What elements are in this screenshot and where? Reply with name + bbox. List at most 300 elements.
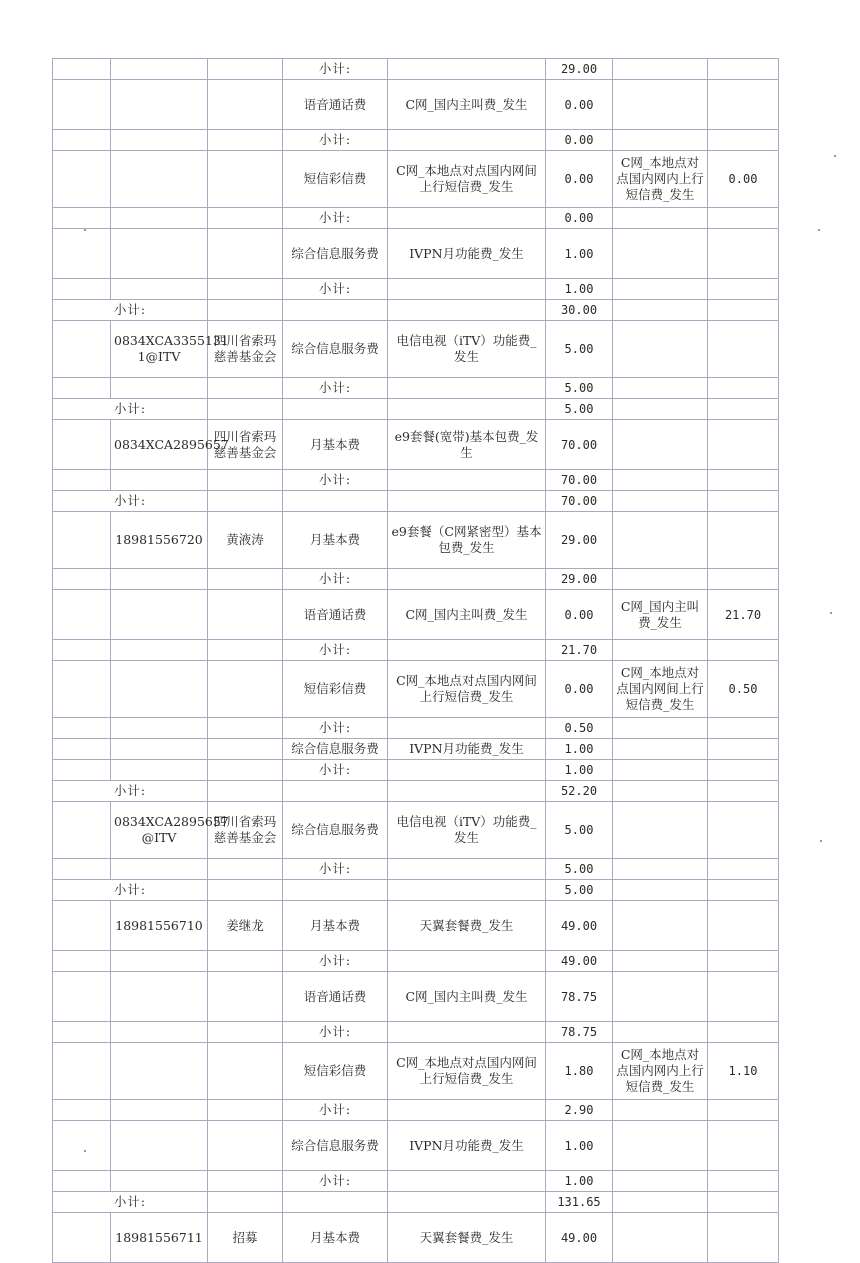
table-row bbox=[53, 321, 779, 378]
amount-cell: 0.00 bbox=[546, 80, 613, 130]
detail-item-cell bbox=[613, 300, 708, 321]
name-cell bbox=[208, 880, 283, 901]
detail-amount-cell bbox=[708, 59, 779, 80]
amount-cell: 2.90 bbox=[546, 1100, 613, 1121]
amount-cell: 1.00 bbox=[546, 1121, 613, 1171]
detail-item-cell bbox=[613, 208, 708, 229]
subtotal-label-cell: 小计: bbox=[283, 1100, 388, 1121]
billing-detail-table bbox=[52, 58, 779, 1263]
blank-cell bbox=[53, 1022, 111, 1043]
fee-type-cell: 短信彩信费 bbox=[283, 1043, 388, 1100]
blank-cell bbox=[53, 760, 111, 781]
table-row bbox=[53, 130, 779, 151]
blank-cell bbox=[53, 321, 111, 378]
table-row bbox=[53, 229, 779, 279]
name-cell bbox=[208, 1022, 283, 1043]
detail-amount-cell bbox=[708, 718, 779, 739]
item-cell: 电信电视（iTV）功能费_发生 bbox=[388, 802, 546, 859]
item-cell bbox=[388, 208, 546, 229]
blank-cell bbox=[53, 972, 111, 1022]
amount-cell: 29.00 bbox=[546, 59, 613, 80]
detail-amount-cell bbox=[708, 901, 779, 951]
fee-type-cell: 语音通话费 bbox=[283, 972, 388, 1022]
detail-item-cell bbox=[613, 972, 708, 1022]
item-cell bbox=[388, 1192, 546, 1213]
name-cell: 招募 bbox=[208, 1213, 283, 1263]
subtotal-label-cell: 小计: bbox=[53, 300, 208, 321]
table-row bbox=[53, 279, 779, 300]
table-row bbox=[53, 1022, 779, 1043]
amount-cell: 5.00 bbox=[546, 880, 613, 901]
detail-amount-cell bbox=[708, 229, 779, 279]
subtotal-label-cell: 小计: bbox=[283, 569, 388, 590]
item-cell bbox=[388, 470, 546, 491]
item-cell: C网_国内主叫费_发生 bbox=[388, 590, 546, 640]
table-row bbox=[53, 590, 779, 640]
item-cell: C网_本地点对点国内网间上行短信费_发生 bbox=[388, 151, 546, 208]
detail-item-cell bbox=[613, 470, 708, 491]
account-cell bbox=[111, 640, 208, 661]
amount-cell: 5.00 bbox=[546, 378, 613, 399]
blank-cell bbox=[53, 1121, 111, 1171]
detail-amount-cell: 0.50 bbox=[708, 661, 779, 718]
blank-cell bbox=[53, 470, 111, 491]
detail-item-cell bbox=[613, 491, 708, 512]
blank-cell bbox=[53, 802, 111, 859]
blank-cell bbox=[53, 661, 111, 718]
item-cell: IVPN月功能费_发生 bbox=[388, 229, 546, 279]
fee-type-cell: 语音通话费 bbox=[283, 590, 388, 640]
blank-cell bbox=[53, 59, 111, 80]
detail-amount-cell bbox=[708, 420, 779, 470]
detail-amount-cell bbox=[708, 1100, 779, 1121]
detail-item-cell bbox=[613, 399, 708, 420]
item-cell bbox=[388, 399, 546, 420]
table-row bbox=[53, 972, 779, 1022]
name-cell bbox=[208, 718, 283, 739]
table-row bbox=[53, 802, 779, 859]
detail-amount-cell bbox=[708, 569, 779, 590]
table-row bbox=[53, 859, 779, 880]
item-cell bbox=[388, 718, 546, 739]
name-cell bbox=[208, 279, 283, 300]
amount-cell: 0.00 bbox=[546, 590, 613, 640]
detail-amount-cell bbox=[708, 972, 779, 1022]
name-cell: 四川省索玛慈善基金会 bbox=[208, 802, 283, 859]
amount-cell: 5.00 bbox=[546, 399, 613, 420]
name-cell bbox=[208, 151, 283, 208]
blank-cell bbox=[53, 901, 111, 951]
detail-amount-cell bbox=[708, 279, 779, 300]
amount-cell: 29.00 bbox=[546, 512, 613, 569]
detail-item-cell bbox=[613, 130, 708, 151]
detail-item-cell bbox=[613, 512, 708, 569]
table-row bbox=[53, 1213, 779, 1263]
name-cell bbox=[208, 1171, 283, 1192]
blank-cell bbox=[53, 951, 111, 972]
amount-cell: 1.00 bbox=[546, 1171, 613, 1192]
amount-cell: 30.00 bbox=[546, 300, 613, 321]
item-cell bbox=[388, 1171, 546, 1192]
account-cell bbox=[111, 972, 208, 1022]
detail-item-cell: C网_国内主叫费_发生 bbox=[613, 590, 708, 640]
account-cell: 18981556720 bbox=[111, 512, 208, 569]
detail-item-cell bbox=[613, 859, 708, 880]
amount-cell: 1.00 bbox=[546, 229, 613, 279]
table-row bbox=[53, 781, 779, 802]
account-cell: 0834XCA2895657 @ITV bbox=[111, 802, 208, 859]
amount-cell: 0.00 bbox=[546, 661, 613, 718]
detail-amount-cell bbox=[708, 399, 779, 420]
blank-cell bbox=[53, 208, 111, 229]
item-cell: IVPN月功能费_发生 bbox=[388, 739, 546, 760]
detail-item-cell bbox=[613, 279, 708, 300]
table-row bbox=[53, 661, 779, 718]
table-row bbox=[53, 420, 779, 470]
blank-cell bbox=[53, 420, 111, 470]
name-cell bbox=[208, 470, 283, 491]
name-cell bbox=[208, 130, 283, 151]
account-cell bbox=[111, 590, 208, 640]
subtotal-label-cell: 小计: bbox=[283, 640, 388, 661]
account-cell bbox=[111, 1100, 208, 1121]
account-cell bbox=[111, 760, 208, 781]
amount-cell: 70.00 bbox=[546, 491, 613, 512]
name-cell bbox=[208, 951, 283, 972]
detail-amount-cell bbox=[708, 640, 779, 661]
table-row bbox=[53, 470, 779, 491]
blank-cell bbox=[53, 590, 111, 640]
name-cell bbox=[208, 80, 283, 130]
item-cell bbox=[388, 640, 546, 661]
account-cell bbox=[111, 1043, 208, 1100]
amount-cell: 78.75 bbox=[546, 1022, 613, 1043]
detail-amount-cell bbox=[708, 1121, 779, 1171]
amount-cell: 49.00 bbox=[546, 901, 613, 951]
subtotal-label-cell: 小计: bbox=[283, 859, 388, 880]
fee-type-cell bbox=[283, 781, 388, 802]
detail-item-cell: C网_本地点对点国内网间上行短信费_发生 bbox=[613, 661, 708, 718]
detail-item-cell bbox=[613, 640, 708, 661]
item-cell bbox=[388, 378, 546, 399]
table-row bbox=[53, 1192, 779, 1213]
subtotal-label-cell: 小计: bbox=[283, 378, 388, 399]
blank-cell bbox=[53, 718, 111, 739]
table-row bbox=[53, 80, 779, 130]
amount-cell: 5.00 bbox=[546, 321, 613, 378]
amount-cell: 0.00 bbox=[546, 130, 613, 151]
detail-amount-cell bbox=[708, 1022, 779, 1043]
amount-cell: 1.00 bbox=[546, 760, 613, 781]
detail-amount-cell bbox=[708, 512, 779, 569]
account-cell bbox=[111, 859, 208, 880]
table-row bbox=[53, 1100, 779, 1121]
name-cell bbox=[208, 491, 283, 512]
item-cell: 天翼套餐费_发生 bbox=[388, 1213, 546, 1263]
name-cell bbox=[208, 1100, 283, 1121]
fee-type-cell: 月基本费 bbox=[283, 901, 388, 951]
account-cell bbox=[111, 1121, 208, 1171]
fee-type-cell: 语音通话费 bbox=[283, 80, 388, 130]
detail-amount-cell bbox=[708, 1171, 779, 1192]
table-row bbox=[53, 880, 779, 901]
subtotal-label-cell: 小计: bbox=[283, 760, 388, 781]
detail-item-cell bbox=[613, 59, 708, 80]
subtotal-label-cell: 小计: bbox=[283, 718, 388, 739]
detail-amount-cell bbox=[708, 781, 779, 802]
account-cell bbox=[111, 279, 208, 300]
scan-speck bbox=[830, 612, 832, 614]
account-cell bbox=[111, 151, 208, 208]
table-row bbox=[53, 399, 779, 420]
name-cell: 四川省索玛慈善基金会 bbox=[208, 321, 283, 378]
table-row bbox=[53, 512, 779, 569]
name-cell: 姜继龙 bbox=[208, 901, 283, 951]
account-cell: 0834XCA2895657 bbox=[111, 420, 208, 470]
amount-cell: 52.20 bbox=[546, 781, 613, 802]
detail-item-cell bbox=[613, 569, 708, 590]
table-row bbox=[53, 300, 779, 321]
item-cell bbox=[388, 951, 546, 972]
account-cell bbox=[111, 569, 208, 590]
item-cell bbox=[388, 1100, 546, 1121]
detail-item-cell: C网_本地点对点国内网内上行短信费_发生 bbox=[613, 1043, 708, 1100]
subtotal-label-cell: 小计: bbox=[283, 1171, 388, 1192]
subtotal-label-cell: 小计: bbox=[283, 470, 388, 491]
name-cell bbox=[208, 760, 283, 781]
detail-item-cell bbox=[613, 1213, 708, 1263]
account-cell bbox=[111, 1171, 208, 1192]
scan-speck bbox=[834, 155, 836, 157]
detail-amount-cell: 1.10 bbox=[708, 1043, 779, 1100]
fee-type-cell: 月基本费 bbox=[283, 420, 388, 470]
detail-item-cell bbox=[613, 781, 708, 802]
detail-item-cell bbox=[613, 901, 708, 951]
detail-amount-cell bbox=[708, 880, 779, 901]
name-cell bbox=[208, 781, 283, 802]
item-cell bbox=[388, 279, 546, 300]
item-cell bbox=[388, 760, 546, 781]
subtotal-label-cell: 小计: bbox=[283, 59, 388, 80]
item-cell: e9套餐（C网紧密型）基本包费_发生 bbox=[388, 512, 546, 569]
blank-cell bbox=[53, 569, 111, 590]
account-cell bbox=[111, 661, 208, 718]
blank-cell bbox=[53, 859, 111, 880]
subtotal-label-cell: 小计: bbox=[283, 279, 388, 300]
detail-amount-cell bbox=[708, 378, 779, 399]
item-cell bbox=[388, 491, 546, 512]
subtotal-label-cell: 小计: bbox=[283, 130, 388, 151]
blank-cell bbox=[53, 151, 111, 208]
table-row bbox=[53, 151, 779, 208]
blank-cell bbox=[53, 1100, 111, 1121]
detail-amount-cell bbox=[708, 208, 779, 229]
subtotal-label-cell: 小计: bbox=[53, 491, 208, 512]
fee-type-cell bbox=[283, 1192, 388, 1213]
table-row bbox=[53, 1121, 779, 1171]
blank-cell bbox=[53, 279, 111, 300]
fee-type-cell: 月基本费 bbox=[283, 512, 388, 569]
subtotal-label-cell: 小计: bbox=[283, 951, 388, 972]
detail-item-cell bbox=[613, 951, 708, 972]
account-cell bbox=[111, 1022, 208, 1043]
fee-type-cell: 短信彩信费 bbox=[283, 151, 388, 208]
name-cell bbox=[208, 378, 283, 399]
table-row bbox=[53, 760, 779, 781]
detail-item-cell bbox=[613, 880, 708, 901]
detail-amount-cell bbox=[708, 951, 779, 972]
amount-cell: 5.00 bbox=[546, 859, 613, 880]
table-row bbox=[53, 1043, 779, 1100]
item-cell: e9套餐(宽带)基本包费_发生 bbox=[388, 420, 546, 470]
name-cell bbox=[208, 59, 283, 80]
name-cell bbox=[208, 1121, 283, 1171]
name-cell bbox=[208, 1043, 283, 1100]
amount-cell: 0.50 bbox=[546, 718, 613, 739]
item-cell bbox=[388, 859, 546, 880]
detail-item-cell bbox=[613, 80, 708, 130]
account-cell: 0834XCA3355131 1@ITV bbox=[111, 321, 208, 378]
fee-type-cell bbox=[283, 300, 388, 321]
detail-item-cell bbox=[613, 229, 708, 279]
table-row bbox=[53, 901, 779, 951]
table-row bbox=[53, 1171, 779, 1192]
detail-item-cell bbox=[613, 1022, 708, 1043]
account-cell bbox=[111, 130, 208, 151]
detail-amount-cell bbox=[708, 859, 779, 880]
item-cell bbox=[388, 781, 546, 802]
account-cell bbox=[111, 718, 208, 739]
table-row bbox=[53, 640, 779, 661]
subtotal-label-cell: 小计: bbox=[53, 399, 208, 420]
amount-cell: 131.65 bbox=[546, 1192, 613, 1213]
account-cell bbox=[111, 59, 208, 80]
detail-item-cell: C网_本地点对点国内网内上行短信费_发生 bbox=[613, 151, 708, 208]
scan-speck bbox=[84, 229, 86, 231]
account-cell: 18981556710 bbox=[111, 901, 208, 951]
account-cell bbox=[111, 80, 208, 130]
amount-cell: 49.00 bbox=[546, 951, 613, 972]
name-cell bbox=[208, 569, 283, 590]
amount-cell: 1.80 bbox=[546, 1043, 613, 1100]
name-cell bbox=[208, 661, 283, 718]
name-cell bbox=[208, 300, 283, 321]
blank-cell bbox=[53, 1213, 111, 1263]
name-cell: 黄液涛 bbox=[208, 512, 283, 569]
name-cell bbox=[208, 859, 283, 880]
scan-speck bbox=[820, 840, 822, 842]
scan-speck bbox=[84, 1150, 86, 1152]
blank-cell bbox=[53, 640, 111, 661]
item-cell bbox=[388, 880, 546, 901]
fee-type-cell: 综合信息服务费 bbox=[283, 1121, 388, 1171]
detail-item-cell bbox=[613, 739, 708, 760]
name-cell bbox=[208, 229, 283, 279]
fee-type-cell bbox=[283, 399, 388, 420]
detail-amount-cell bbox=[708, 1213, 779, 1263]
fee-type-cell bbox=[283, 880, 388, 901]
item-cell: C网_本地点对点国内网间上行短信费_发生 bbox=[388, 1043, 546, 1100]
detail-amount-cell: 21.70 bbox=[708, 590, 779, 640]
blank-cell bbox=[53, 80, 111, 130]
fee-type-cell: 综合信息服务费 bbox=[283, 321, 388, 378]
name-cell bbox=[208, 972, 283, 1022]
account-cell bbox=[111, 229, 208, 279]
detail-item-cell bbox=[613, 1121, 708, 1171]
fee-type-cell: 综合信息服务费 bbox=[283, 229, 388, 279]
name-cell bbox=[208, 590, 283, 640]
fee-type-cell bbox=[283, 491, 388, 512]
item-cell: C网_国内主叫费_发生 bbox=[388, 972, 546, 1022]
amount-cell: 1.00 bbox=[546, 279, 613, 300]
detail-amount-cell: 0.00 bbox=[708, 151, 779, 208]
subtotal-label-cell: 小计: bbox=[283, 208, 388, 229]
detail-amount-cell bbox=[708, 802, 779, 859]
subtotal-label-cell: 小计: bbox=[53, 781, 208, 802]
name-cell bbox=[208, 399, 283, 420]
fee-type-cell: 综合信息服务费 bbox=[283, 802, 388, 859]
amount-cell: 0.00 bbox=[546, 208, 613, 229]
blank-cell bbox=[53, 130, 111, 151]
blank-cell bbox=[53, 739, 111, 760]
fee-type-cell: 月基本费 bbox=[283, 1213, 388, 1263]
scan-speck bbox=[818, 229, 820, 231]
detail-item-cell bbox=[613, 420, 708, 470]
detail-item-cell bbox=[613, 760, 708, 781]
blank-cell bbox=[53, 512, 111, 569]
detail-item-cell bbox=[613, 718, 708, 739]
blank-cell bbox=[53, 229, 111, 279]
name-cell bbox=[208, 1192, 283, 1213]
fee-type-cell: 短信彩信费 bbox=[283, 661, 388, 718]
amount-cell: 78.75 bbox=[546, 972, 613, 1022]
table-row bbox=[53, 208, 779, 229]
amount-cell: 70.00 bbox=[546, 420, 613, 470]
item-cell bbox=[388, 1022, 546, 1043]
item-cell: 天翼套餐费_发生 bbox=[388, 901, 546, 951]
item-cell: C网_国内主叫费_发生 bbox=[388, 80, 546, 130]
blank-cell bbox=[53, 1171, 111, 1192]
amount-cell: 1.00 bbox=[546, 739, 613, 760]
item-cell: 电信电视（iTV）功能费_发生 bbox=[388, 321, 546, 378]
table-row bbox=[53, 569, 779, 590]
detail-amount-cell bbox=[708, 321, 779, 378]
subtotal-label-cell: 小计: bbox=[283, 1022, 388, 1043]
name-cell bbox=[208, 208, 283, 229]
item-cell: IVPN月功能费_发生 bbox=[388, 1121, 546, 1171]
account-cell: 18981556711 bbox=[111, 1213, 208, 1263]
amount-cell: 70.00 bbox=[546, 470, 613, 491]
detail-amount-cell bbox=[708, 739, 779, 760]
amount-cell: 0.00 bbox=[546, 151, 613, 208]
detail-item-cell bbox=[613, 1171, 708, 1192]
table-row bbox=[53, 378, 779, 399]
detail-amount-cell bbox=[708, 300, 779, 321]
account-cell bbox=[111, 470, 208, 491]
name-cell bbox=[208, 739, 283, 760]
detail-amount-cell bbox=[708, 470, 779, 491]
detail-item-cell bbox=[613, 321, 708, 378]
detail-item-cell bbox=[613, 1100, 708, 1121]
item-cell bbox=[388, 569, 546, 590]
account-cell bbox=[111, 739, 208, 760]
detail-item-cell bbox=[613, 378, 708, 399]
item-cell bbox=[388, 130, 546, 151]
detail-amount-cell bbox=[708, 760, 779, 781]
subtotal-label-cell: 小计: bbox=[53, 1192, 208, 1213]
amount-cell: 49.00 bbox=[546, 1213, 613, 1263]
name-cell: 四川省索玛慈善基金会 bbox=[208, 420, 283, 470]
